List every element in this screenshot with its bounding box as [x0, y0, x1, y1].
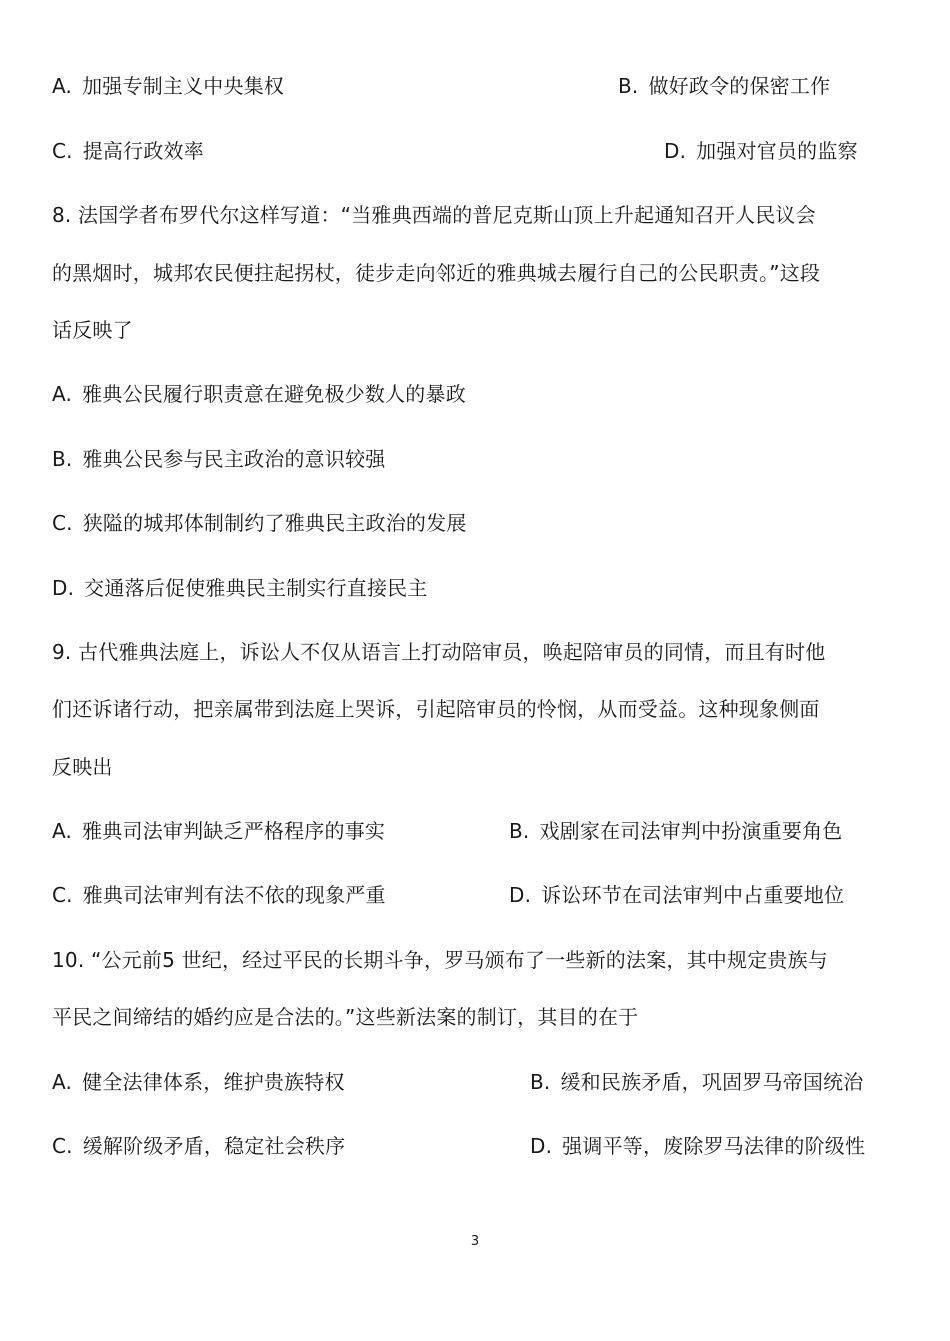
option-letter: D. — [52, 576, 75, 600]
q9-option-b — [509, 818, 842, 844]
q10-stem-line-2: 平民之间缔结的婚约应是合法的。”这些新法案的制订，其目的在于 — [52, 1005, 639, 1029]
q10-option-d — [530, 1133, 865, 1159]
q8-option-a — [52, 381, 466, 407]
q10-option-b — [530, 1069, 863, 1095]
option-letter: C. — [52, 511, 73, 535]
q9-option-a — [52, 818, 385, 844]
option-text: 交通落后促使雅典民主制实行直接民主 — [84, 576, 428, 600]
option-letter: C. — [52, 139, 73, 163]
q7-option-b — [618, 73, 830, 99]
option-letter: B. — [530, 1070, 551, 1094]
option-text: 雅典公民履行职责意在避免极少数人的暴政 — [82, 382, 466, 406]
option-text: 戏剧家在司法审判中扮演重要角色 — [539, 819, 843, 843]
q8-option-c — [52, 510, 467, 536]
q7-option-c — [52, 138, 204, 164]
q9-option-d — [509, 882, 844, 908]
option-text: 提高行政效率 — [82, 139, 204, 163]
option-letter: B. — [618, 74, 639, 98]
q10-option-a — [52, 1069, 345, 1095]
q8-option-d — [52, 575, 428, 601]
option-text: 雅典司法审判有法不依的现象严重 — [82, 883, 386, 907]
option-letter: A. — [52, 74, 73, 98]
option-text: 加强对官员的监察 — [696, 139, 858, 163]
q10-stem-line-1: 10. “公元前5 世纪，经过平民的长期斗争，罗马颁布了一些新的法案，其中规定贵族与 — [52, 948, 829, 972]
option-letter: D. — [664, 139, 687, 163]
option-letter: B. — [52, 447, 73, 471]
option-text: 加强专制主义中央集权 — [82, 74, 285, 98]
option-text: 健全法律体系，维护贵族特权 — [82, 1070, 345, 1094]
option-text: 缓和民族矛盾，巩固罗马帝国统治 — [560, 1070, 864, 1094]
option-text: 诉讼环节在司法审判中占重要地位 — [541, 883, 845, 907]
option-text: 雅典公民参与民主政治的意识较强 — [82, 447, 386, 471]
option-letter: A. — [52, 819, 73, 843]
q9-stem-line-1: 9. 古代雅典法庭上，诉讼人不仅从语言上打动陪审员，唤起陪审员的同情，而且有时他 — [52, 640, 826, 664]
option-text: 做好政令的保密工作 — [648, 74, 831, 98]
q9-stem-line-2: 们还诉诸行动，把亲属带到法庭上哭诉，引起陪审员的怜悯，从而受益。这种现象侧面 — [52, 697, 820, 721]
q10-option-c — [52, 1133, 345, 1159]
option-letter: B. — [509, 819, 530, 843]
option-letter: C. — [52, 883, 73, 907]
option-text: 雅典司法审判缺乏严格程序的事实 — [82, 819, 386, 843]
option-letter: A. — [52, 382, 73, 406]
option-letter: A. — [52, 1070, 73, 1094]
q8-stem-line-3: 话反映了 — [52, 318, 133, 342]
q8-stem-line-1: 8. 法国学者布罗代尔这样写道：“当雅典西端的普尼克斯山顶上升起通知召开人民议会 — [52, 203, 816, 227]
q9-stem-line-3: 反映出 — [52, 755, 113, 779]
q7-option-d — [664, 138, 858, 164]
option-letter: C. — [52, 1134, 73, 1158]
option-letter: D. — [509, 883, 532, 907]
option-text: 强调平等，废除罗马法律的阶级性 — [562, 1134, 866, 1158]
q8-stem-line-2: 的黑烟时，城邦农民便拄起拐杖，徒步走向邻近的雅典城去履行自己的公民职责。”这段 — [52, 261, 821, 285]
page-number: 3 — [470, 1234, 480, 1249]
option-text: 狭隘的城邦体制制约了雅典民主政治的发展 — [82, 511, 467, 535]
q8-option-b — [52, 446, 385, 472]
q9-option-c — [52, 882, 386, 908]
q7-option-a — [52, 73, 284, 99]
option-letter: D. — [530, 1134, 553, 1158]
option-text: 缓解阶级矛盾，稳定社会秩序 — [82, 1134, 346, 1158]
